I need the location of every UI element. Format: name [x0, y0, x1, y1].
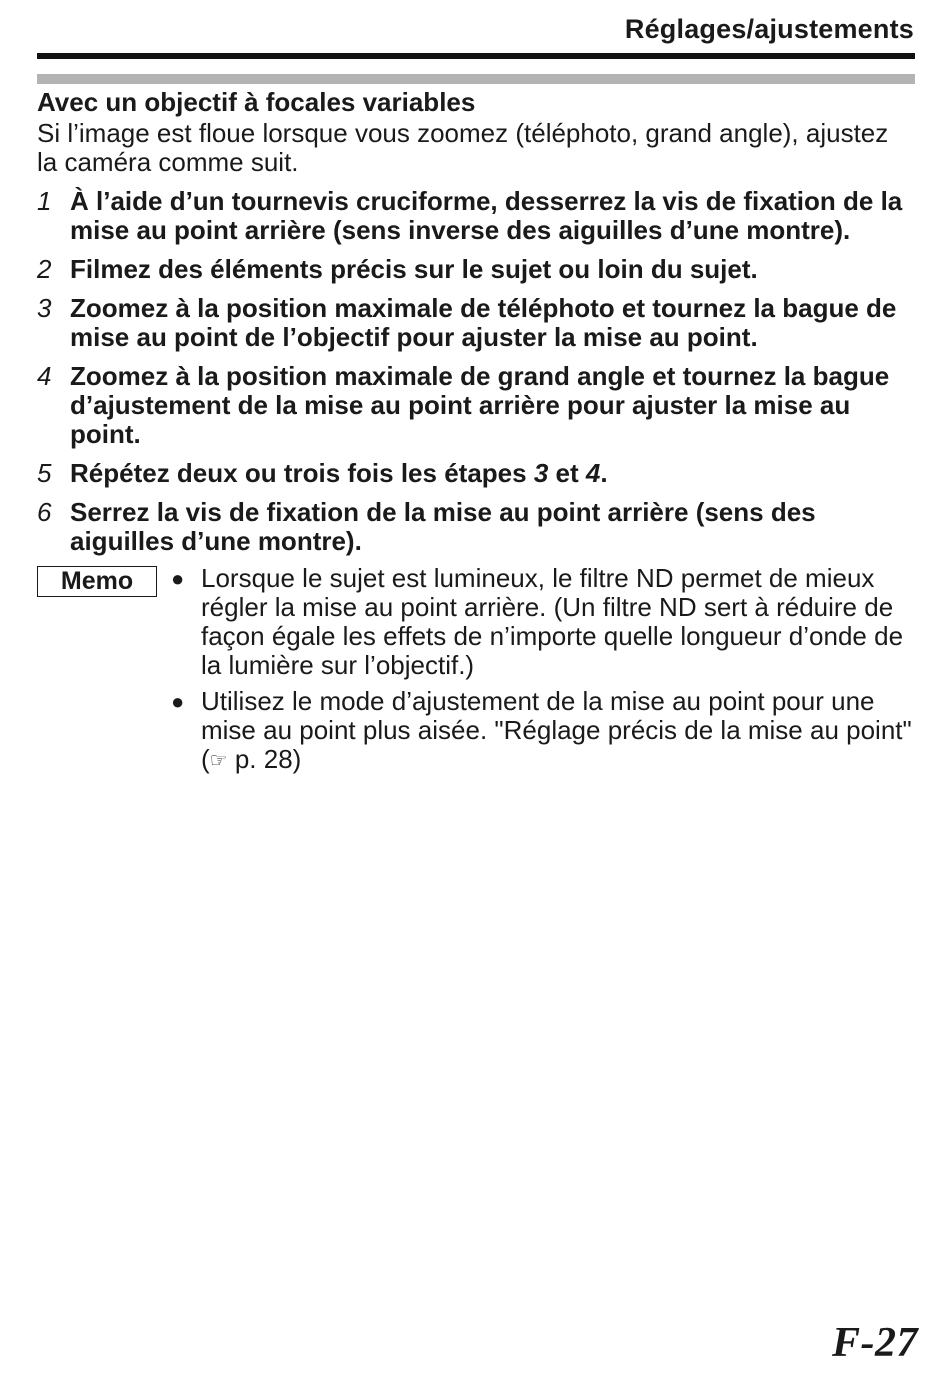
pointing-hand-reference-icon: ☞ — [209, 750, 228, 772]
memo-list — [157, 564, 915, 783]
step-number: 1 — [37, 186, 52, 216]
page-number: F-27 — [832, 1320, 918, 1366]
section-heading: Avec un objectif à focales variables — [37, 87, 476, 117]
memo-text — [201, 687, 915, 776]
page-header-title: Réglages/ajustements — [624, 14, 914, 44]
step-text: À l’aide d’un tournevis cruciforme, desserrez la vis de fixation de la mise au point arrière (sens inverse des aiguilles d’une montre). — [70, 186, 903, 245]
step-text: Filmez des éléments précis sur le sujet ou loin du sujet. — [70, 254, 758, 284]
step-item — [37, 255, 915, 284]
step-number: 4 — [37, 361, 52, 391]
header-rule-black — [37, 53, 915, 59]
memo-text-after: p. 28) — [227, 744, 302, 774]
step-number: 2 — [37, 254, 52, 284]
memo-label-box: Memo — [37, 566, 157, 597]
steps-list — [37, 187, 915, 556]
bullet-icon: ● — [171, 566, 185, 591]
step-item — [37, 498, 915, 556]
step-item — [37, 362, 915, 449]
step-item — [37, 187, 915, 245]
step-text: Serrez la vis de fixation de la mise au point arrière (sens des aiguilles d’une montre). — [70, 497, 816, 556]
step-text-before: Répétez deux ou trois fois les étapes — [70, 458, 534, 488]
section-intro: Si l’image est floue lorsque vous zoomez (téléphoto, grand angle), ajustez la caméra comme suit. — [37, 118, 889, 177]
main-content — [37, 88, 915, 783]
step-text-mid: et — [548, 458, 586, 488]
step-text — [70, 459, 915, 488]
step-number: 6 — [37, 497, 52, 527]
memo-section — [37, 564, 915, 783]
step-text: Zoomez à la position maximale de grand angle et tournez la bague d’ajustement de la mise au point arrière pour ajuster la mise au point. — [70, 361, 890, 449]
step-text: Zoomez à la position maximale de téléphoto et tournez la bague de mise au point de l’objectif pour ajuster la mise au point. — [70, 293, 897, 352]
step-reference-3: 3 — [533, 458, 549, 488]
step-item — [37, 294, 915, 352]
step-reference-4: 4 — [585, 458, 601, 488]
bullet-icon: ● — [171, 689, 185, 714]
memo-text: Lorsque le sujet est lumineux, le filtre ND permet de mieux régler la mise au point arrière. (Un filtre ND sert à réduire de façon égale les effets de n’importe quelle longueur d’onde de la lumière sur l’objectif.) — [201, 563, 904, 680]
step-text-after: . — [600, 458, 608, 488]
step-item — [37, 459, 915, 488]
memo-item — [171, 687, 915, 776]
step-number: 3 — [37, 293, 52, 323]
step-number: 5 — [37, 458, 52, 488]
header-rule-gray — [37, 74, 915, 84]
memo-text-before: Utilisez le mode d’ajustement de la mise au point pour une mise au point plus aisée. "Réglage précis de la mise au point" ( — [201, 686, 912, 774]
memo-item — [171, 564, 915, 680]
